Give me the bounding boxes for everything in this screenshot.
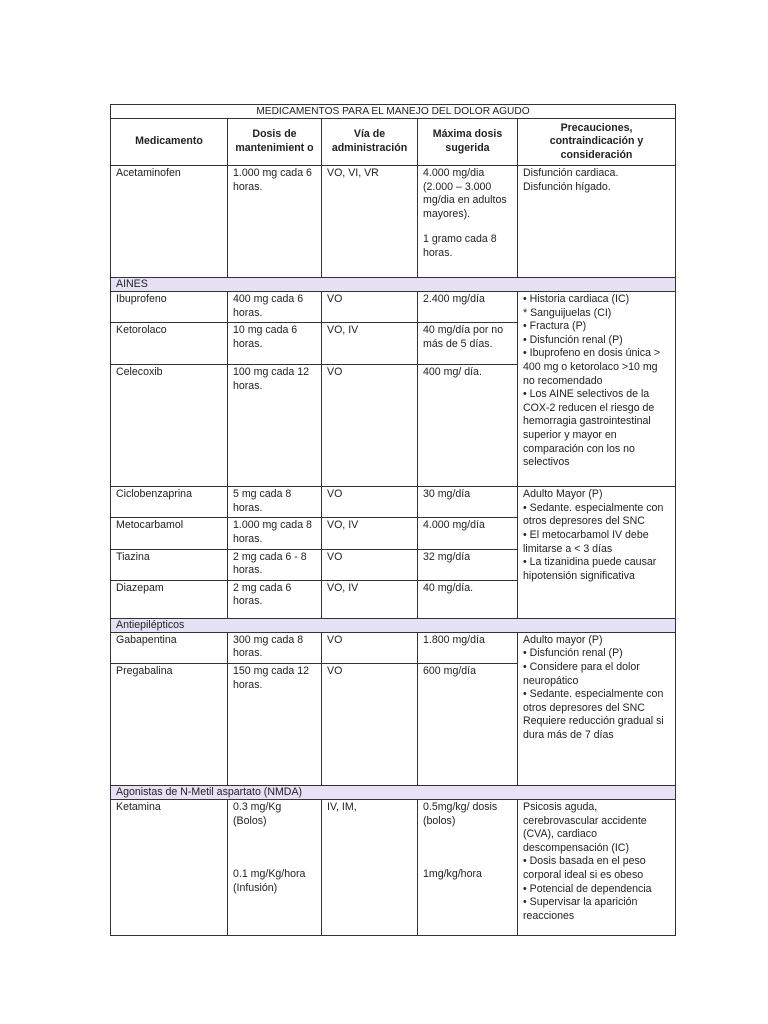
drug-route: IV, IM, xyxy=(322,799,418,935)
precaution-item: • Sedante. especialmente con otros depresores del SNC xyxy=(523,501,664,528)
drug-name: Tiazina xyxy=(111,549,228,580)
precaution-item: • Historia cardiaca (IC) xyxy=(523,293,630,305)
max-text: 1mg/kg/hora xyxy=(423,868,482,881)
drug-name: Metocarbamol xyxy=(111,518,228,549)
header-medicamento: Medicamento xyxy=(111,119,228,166)
precaution-item: • Disfunción renal (P) xyxy=(523,333,623,346)
drug-route: VO xyxy=(322,549,418,580)
precaution-item: • Los AINE selectivos de la COX-2 reducen el riesgo de hemorragia gastrointestinal superior y mayor en comparación con los no selectivos xyxy=(523,388,655,469)
drug-route: VO xyxy=(322,365,418,487)
document-page xyxy=(110,104,675,936)
drug-max: 30 mg/día xyxy=(418,487,518,518)
header-maxima: Máxima dosis sugerida xyxy=(418,119,518,166)
drug-dose: 1.000 mg cada 8 horas. xyxy=(228,518,322,549)
drug-name: Gabapentina xyxy=(111,632,228,663)
drug-precautions xyxy=(518,632,676,785)
precaution-item: Requiere reducción gradual si dura más de 7 días xyxy=(523,715,664,741)
section-row-aines xyxy=(111,278,676,292)
precaution-item: • Disfunción renal (P) xyxy=(523,647,623,660)
drug-dose: 10 mg cada 6 horas. xyxy=(228,323,322,365)
drug-dose: 2 mg cada 6 - 8 horas. xyxy=(228,549,322,580)
section-label: AINES xyxy=(111,278,676,292)
drug-max xyxy=(418,166,518,278)
table-row xyxy=(111,632,676,663)
drug-max: 40 mg/día por no más de 5 días. xyxy=(418,323,518,365)
header-via: Vía de administración xyxy=(322,119,418,166)
precaution-item: • Considere para el dolor neuropático xyxy=(523,660,640,687)
max-text: 4.000 mg/dia (2.000 – 3.000 mg/dia en adultos mayores). xyxy=(423,167,507,220)
precaution-item: • Sedante. especialmente con otros depresores del SNC xyxy=(523,688,664,714)
precaution-item: * Sanguijuelas (CI) xyxy=(523,306,612,319)
drug-name: Ciclobenzaprina xyxy=(111,487,228,518)
drug-max: 4.000 mg/día xyxy=(418,518,518,549)
drug-max: 40 mg/día. xyxy=(418,580,518,618)
title-row xyxy=(111,105,676,119)
header-precauciones: Precauciones, contraindicación y consideración xyxy=(518,119,676,166)
max-text: 1 gramo cada 8 horas. xyxy=(423,233,497,259)
drug-route: VO, IV xyxy=(322,580,418,618)
drug-route: VO, IV xyxy=(322,323,418,365)
drug-dose: 2 mg cada 6 horas. xyxy=(228,580,322,618)
medication-table xyxy=(110,104,676,936)
drug-precautions xyxy=(518,487,676,619)
drug-dose xyxy=(228,799,322,935)
precaution-item: • El metocarbamol IV debe limitarse a < 3 días xyxy=(523,528,649,555)
drug-dose: 400 mg cada 6 horas. xyxy=(228,292,322,323)
max-text: 0.5mg/kg/ dosis (bolos) xyxy=(423,800,498,827)
header-row xyxy=(111,119,676,166)
dose-text: 0.1 mg/Kg/hora (Infusión) xyxy=(233,868,306,894)
precaution-item: Disfunción cardiaca. xyxy=(523,167,619,179)
table-row xyxy=(111,799,676,935)
drug-max xyxy=(418,799,518,935)
dose-text: 0.3 mg/Kg (Bolos) xyxy=(233,800,282,827)
precaution-item: • La tizanidina puede causar hipotensión significativa xyxy=(523,556,657,582)
header-dosis: Dosis de mantenimient o xyxy=(228,119,322,166)
drug-route: VO xyxy=(322,663,418,785)
section-label: Agonistas de N-Metil aspartato (NMDA) xyxy=(111,785,676,799)
drug-precautions xyxy=(518,799,676,935)
precaution-item: • Supervisar la aparición reacciones xyxy=(523,896,638,922)
drug-route: VO xyxy=(322,632,418,663)
precaution-item: • Fractura (P) xyxy=(523,320,587,333)
drug-route: VO, VI, VR xyxy=(322,166,418,278)
drug-name: Celecoxib xyxy=(111,365,228,487)
section-label: Antiepilépticos xyxy=(111,618,676,632)
table-title: MEDICAMENTOS PARA EL MANEJO DEL DOLOR AGUDO xyxy=(111,105,676,119)
drug-max: 600 mg/día xyxy=(418,663,518,785)
drug-max: 400 mg/ día. xyxy=(418,365,518,487)
drug-name: Acetaminofen xyxy=(111,166,228,278)
drug-max: 1.800 mg/día xyxy=(418,632,518,663)
drug-route: VO xyxy=(322,487,418,518)
drug-max: 2.400 mg/día xyxy=(418,292,518,323)
table-row xyxy=(111,487,676,518)
drug-dose: 1.000 mg cada 6 horas. xyxy=(228,166,322,278)
drug-max: 32 mg/día xyxy=(418,549,518,580)
table-row xyxy=(111,292,676,323)
drug-dose: 300 mg cada 8 horas. xyxy=(228,632,322,663)
section-row-nmda xyxy=(111,785,676,799)
drug-route: VO xyxy=(322,292,418,323)
drug-dose: 100 mg cada 12 horas. xyxy=(228,365,322,487)
precaution-item: • Ibuprofeno en dosis única > 400 mg o ketorolaco >10 mg no recomendado xyxy=(523,347,661,387)
precaution-item: Adulto Mayor (P) xyxy=(523,488,603,501)
drug-name: Diazepam xyxy=(111,580,228,618)
precaution-item: Disfunción hígado. xyxy=(523,180,611,193)
section-row-antiepilepticos xyxy=(111,618,676,632)
drug-name: Ibuprofeno xyxy=(111,292,228,323)
precaution-item: • Potencial de dependencia xyxy=(523,882,652,895)
precaution-item: Psicosis aguda, cerebrovascular accidente (CVA), cardiaco descompensación (IC) xyxy=(523,800,647,854)
precaution-item: Adulto mayor (P) xyxy=(523,633,603,646)
drug-name: Ketorolaco xyxy=(111,323,228,365)
precaution-item: • Dosis basada en el peso corporal ideal si es obeso xyxy=(523,855,646,881)
table-row xyxy=(111,166,676,278)
drug-route: VO, IV xyxy=(322,518,418,549)
drug-precautions xyxy=(518,166,676,278)
drug-dose: 150 mg cada 12 horas. xyxy=(228,663,322,785)
drug-name: Pregabalina xyxy=(111,663,228,785)
drug-dose: 5 mg cada 8 horas. xyxy=(228,487,322,518)
drug-name: Ketamina xyxy=(111,799,228,935)
drug-precautions xyxy=(518,292,676,487)
